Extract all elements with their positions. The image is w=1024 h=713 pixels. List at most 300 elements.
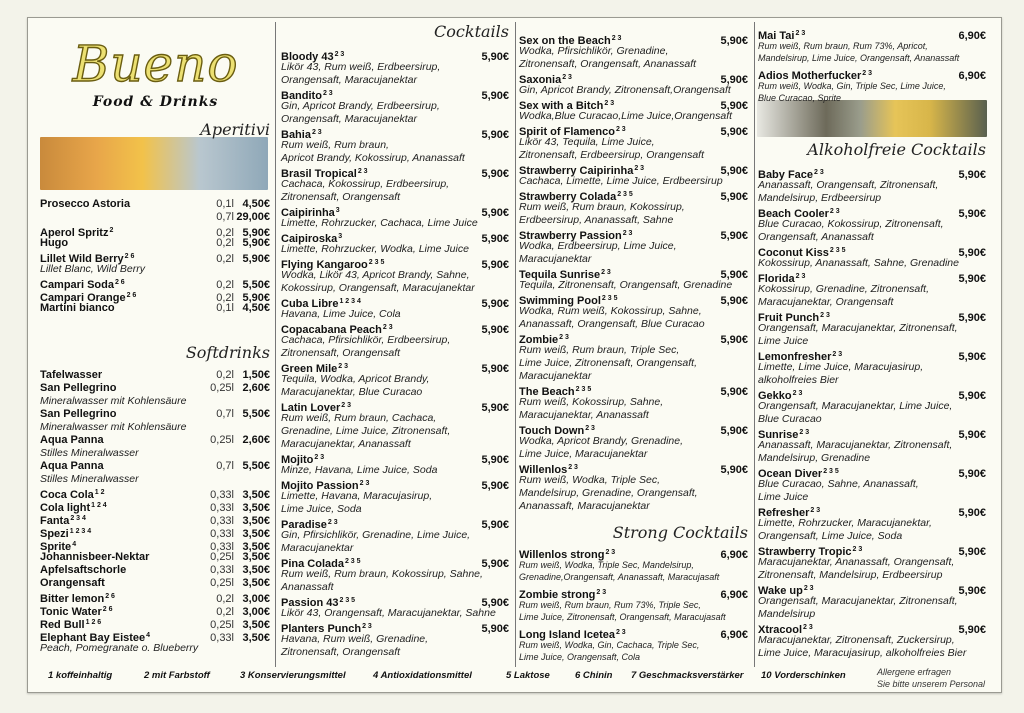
item-name xyxy=(40,302,204,315)
item-price: 5,90€ xyxy=(481,480,509,492)
item-name-text: Campari Orange xyxy=(40,292,126,304)
additive-codes: 4 xyxy=(146,632,151,639)
menu-item-row xyxy=(40,250,270,263)
item-name-text: Bloody 43 xyxy=(281,51,334,63)
item-volume: 0,2l xyxy=(216,237,234,249)
item-name-text: Sex with a Bitch xyxy=(519,100,604,112)
item-description: Tequila, Wodka, Apricot Brandy, xyxy=(281,373,430,385)
item-name-text: Beach Cooler xyxy=(758,208,829,220)
additive-codes: 2 3 xyxy=(622,230,633,237)
item-price: 3,50€ xyxy=(242,489,270,501)
item-description: Lime Juice xyxy=(758,335,809,347)
item-description: Maracujanektar, Ananassaft xyxy=(519,409,649,421)
item-description: Lillet Blanc, Wild Berry xyxy=(40,263,145,275)
item-description: Ananassaft, Maracujanektar, Zitronensaft, xyxy=(758,439,953,451)
item-description: Gin, Apricot Brandy, Zitronensaft,Orangensaft xyxy=(519,84,731,96)
additive-codes: 2 3 xyxy=(792,390,803,397)
menu-item xyxy=(519,461,748,513)
item-price: 3,50€ xyxy=(242,528,270,540)
item-name-text: Aqua Panna xyxy=(40,434,104,446)
item-name-text: Latin Lover xyxy=(281,402,341,414)
item-name-text: Strawberry Tropic xyxy=(758,546,852,558)
menu-item-row xyxy=(758,67,986,80)
menu-item xyxy=(519,626,748,663)
item-description: Mandelsirup, Lime Juice, Orangensaft, Ananassaft xyxy=(758,53,960,63)
item-price: 5,90€ xyxy=(720,35,748,47)
item-name xyxy=(40,237,204,250)
menu-item-row xyxy=(40,486,270,499)
item-name-text: San Pellegrino xyxy=(40,382,117,394)
item-name-text: Wake up xyxy=(758,585,803,597)
additive-codes: 2 3 4 xyxy=(70,515,86,522)
menu-item-row xyxy=(519,292,748,305)
menu-item-row xyxy=(519,626,748,639)
column-aperitivi-softdrinks xyxy=(40,120,270,655)
additive-codes: 2 6 xyxy=(105,593,115,600)
item-description: Grenadine,Orangensaft, Ananassaft, Maracujasaft xyxy=(519,572,720,582)
item-description: Maracujanektar xyxy=(519,370,592,382)
item-description: Orangensaft, Maracujanektar xyxy=(281,74,417,86)
item-name-text: Pina Colada xyxy=(281,558,344,570)
item-description: Wodka, Rum weiß, Kokossirup, Sahne, xyxy=(519,305,702,317)
item-description: Stilles Mineralwasser xyxy=(40,447,139,459)
menu-item xyxy=(758,387,986,426)
additive-codes: 2 3 xyxy=(322,90,333,97)
menu-item xyxy=(281,594,509,620)
menu-item-row xyxy=(758,582,986,595)
menu-item-row xyxy=(519,123,748,136)
menu-item-row xyxy=(40,369,270,382)
item-description: Rum weiß, Rum braun, Rum 73%, Apricot, xyxy=(758,41,928,51)
item-name xyxy=(40,434,204,447)
menu-item xyxy=(40,551,270,564)
additive-codes: 2 3 xyxy=(568,464,578,471)
item-name-text: Sex on the Beach xyxy=(519,35,611,47)
menu-item xyxy=(519,123,748,162)
item-name-text: Adios Motherfucker xyxy=(758,70,862,82)
item-price: 3,00€ xyxy=(242,606,270,618)
additive-codes: 2 3 xyxy=(615,629,626,636)
menu-item xyxy=(281,399,509,451)
menu-item xyxy=(519,71,748,97)
item-description: Blue Curacao, Kokossirup, Zitronensaft, xyxy=(758,218,944,230)
brand-subtitle: Food & Drinks xyxy=(92,94,219,110)
item-description: Wodka, Apricot Brandy, Grenadine, xyxy=(519,435,683,447)
menu-item-row xyxy=(40,302,270,315)
item-name-text: Refresher xyxy=(758,507,810,519)
item-description: Rum weiß, Wodka, Triple Sec, Mandelsirup, xyxy=(519,560,694,570)
additive-codes: 2 3 xyxy=(357,168,368,175)
item-name-text: Campari Soda xyxy=(40,279,114,291)
menu-item-row xyxy=(40,408,270,421)
item-price: 5,50€ xyxy=(242,408,270,420)
item-volume: 0,33l xyxy=(210,632,234,644)
menu-item-row xyxy=(519,32,748,45)
menu-item xyxy=(281,620,509,659)
item-price: 5,90€ xyxy=(481,207,509,219)
menu-item-row xyxy=(281,126,509,139)
menu-item xyxy=(40,211,270,224)
item-volume: 0,7l xyxy=(216,408,234,420)
item-name-text: Lillet Wild Berry xyxy=(40,253,124,265)
menu-item xyxy=(281,230,509,256)
item-price: 5,90€ xyxy=(958,208,986,220)
item-price: 5,90€ xyxy=(958,169,986,181)
additive-codes: 2 3 xyxy=(311,129,322,136)
menu-item xyxy=(519,266,748,292)
menu-item-row xyxy=(281,321,509,334)
menu-item-row xyxy=(758,621,986,634)
item-price: 5,90€ xyxy=(720,100,748,112)
section-heading: Alkoholfreie Cocktails xyxy=(807,140,986,159)
item-name-text: Mojito Passion xyxy=(281,480,359,492)
additive-codes: 2 3 xyxy=(596,589,607,596)
item-description: Wodka, Pfirsichlikör, Grenadine, xyxy=(519,45,669,57)
item-volume: 0,33l xyxy=(210,541,234,553)
item-description: Maracujanektar, Zitronensaft, Zuckersirup, xyxy=(758,634,955,646)
item-price: 5,90€ xyxy=(481,259,509,271)
menu-item-row xyxy=(758,387,986,400)
item-price: 5,90€ xyxy=(720,74,748,86)
item-name-text: Martini bianco xyxy=(40,302,115,314)
menu-item-row xyxy=(758,465,986,478)
item-price: 5,90€ xyxy=(958,247,986,259)
menu-item xyxy=(40,590,270,603)
menu-item xyxy=(281,516,509,555)
item-description: Likör 43, Orangensaft, Maracujanektar, Sahne xyxy=(281,607,496,619)
item-name xyxy=(40,564,204,577)
item-description: Mandelsirup, Grenadine, Orangensaft, xyxy=(519,487,698,499)
item-price: 2,60€ xyxy=(242,382,270,394)
item-name-text: Swimming Pool xyxy=(519,295,601,307)
item-price: 5,50€ xyxy=(242,279,270,291)
item-description: Apricot Brandy, Kokossirup, Ananassaft xyxy=(281,152,465,164)
item-name-text: Mojito xyxy=(281,454,314,466)
item-name-text: Long Island Icetea xyxy=(519,629,615,641)
menu-item-row xyxy=(40,590,270,603)
menu-item xyxy=(281,321,509,360)
menu-item xyxy=(40,434,270,460)
additive-codes: 2 3 xyxy=(327,519,338,526)
menu-item-row xyxy=(281,477,509,490)
item-volume: 0,33l xyxy=(210,515,234,527)
menu-item-row xyxy=(281,360,509,373)
item-price: 3,00€ xyxy=(242,593,270,605)
item-name xyxy=(40,551,204,564)
menu-item-row xyxy=(40,198,270,211)
menu-section xyxy=(758,27,986,104)
item-volume: 0,33l xyxy=(210,489,234,501)
menu-item xyxy=(519,586,748,623)
item-price: 5,90€ xyxy=(958,312,986,324)
additive-codes: 2 3 xyxy=(334,51,345,58)
menu-item xyxy=(40,250,270,276)
item-volume: 0,25l xyxy=(210,619,234,631)
item-description: Rum weiß, Rum braun, Cachaca, xyxy=(281,412,437,424)
additive-codes: 2 3 xyxy=(799,429,810,436)
item-name-text: Fanta xyxy=(40,515,70,527)
menu-item-row xyxy=(758,205,986,218)
menu-item-row xyxy=(519,97,748,110)
menu-item xyxy=(519,97,748,123)
column-cocktails xyxy=(281,22,509,659)
menu-item-row xyxy=(758,543,986,556)
item-description: Mandelsirup, Grenadine xyxy=(758,452,871,464)
item-price: 5,90€ xyxy=(720,269,748,281)
allergen-note-line: Sie bitte unserem Personal xyxy=(877,679,986,689)
item-name-text: Lemonfresher xyxy=(758,351,832,363)
item-description: Ananassaft, Maracujanektar xyxy=(519,500,650,512)
additive-codes: 2 3 5 xyxy=(617,191,633,198)
additive-codes: 2 3 xyxy=(314,454,325,461)
item-price: 5,90€ xyxy=(481,402,509,414)
item-volume: 0,2l xyxy=(216,253,234,265)
item-price: 5,90€ xyxy=(242,292,270,304)
menu-item-row xyxy=(519,461,748,474)
menu-item xyxy=(281,256,509,295)
column-divider xyxy=(275,22,276,667)
item-description: Limette, Havana, Maracujasirup, xyxy=(281,490,433,502)
item-description: Zitronensaft, Erdbeersirup, Orangensaft xyxy=(519,149,705,161)
item-volume: 0,25l xyxy=(210,434,234,446)
item-name-text: Copacabana Peach xyxy=(281,324,382,336)
additive-codes: 2 3 5 xyxy=(829,247,846,254)
item-price: 5,90€ xyxy=(720,295,748,307)
item-description: Tequila, Zitronensaft, Orangensaft, Grenadine xyxy=(519,279,733,291)
section-heading: Cocktails xyxy=(434,22,509,41)
item-volume: 0,7l xyxy=(216,211,234,223)
item-description: Mandelsirup xyxy=(758,608,816,620)
item-price: 3,50€ xyxy=(242,564,270,576)
item-price: 6,90€ xyxy=(958,30,986,42)
menu-item-row xyxy=(519,266,748,279)
item-description: Cachaca, Kokossirup, Erdbeersirup, xyxy=(281,178,450,190)
item-description: Rum weiß, Wodka, Gin, Triple Sec, Lime Juice, xyxy=(758,81,946,91)
menu-item xyxy=(281,165,509,204)
item-name-text: Ocean Diver xyxy=(758,468,823,480)
additive-codes: 2 3 xyxy=(810,507,821,514)
menu-item-row xyxy=(519,227,748,240)
item-volume: 0,2l xyxy=(216,227,234,239)
item-description: Gin, Apricot Brandy, Erdbeersirup, xyxy=(281,100,440,112)
item-name xyxy=(40,198,204,211)
brand-name: Bueno xyxy=(72,35,239,93)
item-description: Orangensaft, Maracujanektar, Lime Juice, xyxy=(758,400,953,412)
menu-item-row xyxy=(519,162,748,175)
item-price: 5,90€ xyxy=(958,468,986,480)
legend-item: 1 koffeinhaltig xyxy=(48,670,113,681)
item-description: Rum weiß, Kokossirup, Sahne, xyxy=(519,396,664,408)
additive-codes: 2 3 xyxy=(362,623,372,630)
item-description: Likör 43, Rum weiß, Erdbeersirup, xyxy=(281,61,441,73)
item-description: Lime Juice, Soda xyxy=(281,503,362,515)
additive-codes: 3 xyxy=(335,207,340,214)
additive-codes: 4 xyxy=(72,541,77,548)
item-volume: 0,1l xyxy=(216,198,234,210)
menu-item-row xyxy=(40,551,270,564)
additive-codes: 2 3 xyxy=(795,273,806,280)
item-description: Zitronensaft, Orangensaft, Ananassaft xyxy=(519,58,697,70)
item-price: 5,50€ xyxy=(242,460,270,472)
additive-codes: 2 3 xyxy=(585,425,595,432)
additive-codes: 2 3 xyxy=(611,35,622,42)
menu-item-row xyxy=(758,309,986,322)
menu-item xyxy=(40,564,270,577)
item-name-text: Sprite xyxy=(40,541,72,553)
menu-item xyxy=(281,360,509,399)
item-volume: 0,2l xyxy=(216,292,234,304)
item-name-text: Cuba Libre xyxy=(281,298,339,310)
menu-item-row xyxy=(519,188,748,201)
menu-item xyxy=(758,166,986,205)
menu-item-row xyxy=(519,422,748,435)
additive-codes: 2 3 xyxy=(562,74,572,81)
menu-item-row xyxy=(519,546,748,559)
legend-item: 3 Konservierungsmittel xyxy=(240,670,346,681)
item-description: Mineralwasser mit Kohlensäure xyxy=(40,395,187,407)
item-name-text: Passion 43 xyxy=(281,597,339,609)
column-divider xyxy=(754,22,755,667)
item-description: Orangensaft, Maracujanektar, Zitronensaft, xyxy=(758,595,958,607)
additive-codes: 2 3 xyxy=(382,324,393,331)
item-description: Kokossirup, Ananassaft, Sahne, Grenadine xyxy=(758,257,959,269)
item-description: Mineralwasser mit Kohlensäure xyxy=(40,421,187,433)
item-volume: 0,2l xyxy=(216,369,234,381)
item-description: Maracujanektar, Ananassaft, Orangensaft, xyxy=(758,556,955,568)
item-price: 5,90€ xyxy=(958,507,986,519)
item-description: Rum weiß, Rum braun, Triple Sec, xyxy=(519,344,680,356)
item-price: 5,90€ xyxy=(481,298,509,310)
menu-section xyxy=(281,22,509,659)
column-divider xyxy=(515,22,516,667)
menu-item-row xyxy=(40,211,270,224)
item-name-text: Caipiroska xyxy=(281,233,338,245)
item-description: Zitronensaft, Mandelsirup, Erdbeersirup xyxy=(758,569,943,581)
additive-codes: 2 3 xyxy=(338,363,348,370)
additive-codes: 2 6 xyxy=(114,279,125,286)
additive-codes: 1 2 6 xyxy=(85,619,102,626)
legend-item: 10 Vorderschinken xyxy=(761,670,846,681)
additive-codes: 2 6 xyxy=(102,606,113,613)
item-name xyxy=(40,408,204,421)
menu-item-row xyxy=(281,204,509,217)
item-price: 5,90€ xyxy=(958,351,986,363)
additive-codes: 2 3 xyxy=(820,312,830,319)
item-name-text: Tafelwasser xyxy=(40,369,103,381)
item-volume: 0,1l xyxy=(216,302,234,314)
menu-item xyxy=(40,408,270,434)
item-description: Maracujanektar, Ananassaft xyxy=(281,438,411,450)
menu-item-row xyxy=(758,504,986,517)
item-price: 5,90€ xyxy=(958,273,986,285)
menu-item xyxy=(281,295,509,321)
item-name-text: Fruit Punch xyxy=(758,312,820,324)
item-price: 5,90€ xyxy=(958,546,986,558)
additive-codes: 3 xyxy=(338,233,343,240)
item-description: Limette, Rohrzucker, Maracujanektar, xyxy=(758,517,932,529)
item-description: Limette, Lime Juice, Maracujasirup, xyxy=(758,361,924,373)
menu-item-row xyxy=(40,564,270,577)
item-volume: 0,2l xyxy=(216,606,234,618)
item-price: 5,90€ xyxy=(481,623,509,635)
item-name-text: Strawberry Caipirinha xyxy=(519,165,634,177)
item-price: 5,90€ xyxy=(720,191,748,203)
item-name xyxy=(40,460,204,473)
additive-codes: 2 6 xyxy=(124,253,135,260)
item-price: 5,90€ xyxy=(242,227,270,239)
menu-item-row xyxy=(519,586,748,599)
item-price: 5,90€ xyxy=(481,90,509,102)
menu-item-row xyxy=(281,295,509,308)
item-price: 3,50€ xyxy=(242,541,270,553)
item-price: 5,90€ xyxy=(481,363,509,375)
item-name-text: Cola light xyxy=(40,502,91,514)
item-description: Maracujanektar xyxy=(519,253,592,265)
item-name-text: Willenlos strong xyxy=(519,549,605,561)
item-price: 4,50€ xyxy=(242,302,270,314)
item-name-text: Gekko xyxy=(758,390,792,402)
menu-item xyxy=(758,244,986,270)
item-name-text: Green Mile xyxy=(281,363,338,375)
item-price: 6,90€ xyxy=(720,549,748,561)
item-name xyxy=(40,382,204,395)
item-price: 5,90€ xyxy=(720,230,748,242)
additive-codes: 2 3 xyxy=(359,480,370,487)
legend-item: 5 Laktose xyxy=(506,670,550,681)
menu-item-row xyxy=(758,166,986,179)
item-description: Maracujanektar, Blue Curacao xyxy=(281,386,423,398)
menu-item xyxy=(40,382,270,408)
item-description: Blue Curacao, Sahne, Ananassaft, xyxy=(758,478,919,490)
item-description: Limette, Rohrzucker, Cachaca, Lime Juice xyxy=(281,217,478,229)
additive-codes: 2 3 xyxy=(341,402,352,409)
item-name-text: San Pellegrino xyxy=(40,408,117,420)
item-name-text: Florida xyxy=(758,273,795,285)
menu-item xyxy=(519,292,748,331)
item-description: Likör 43, Tequila, Lime Juice, xyxy=(519,136,655,148)
item-name-text: Bitter lemon xyxy=(40,593,105,605)
item-volume: 0,33l xyxy=(210,502,234,514)
item-name-text: Strawberry Colada xyxy=(519,191,617,203)
menu-item-row xyxy=(40,276,270,289)
item-description: Lime Juice xyxy=(758,491,809,503)
menu-item-row xyxy=(40,460,270,473)
item-name-text: Zombie xyxy=(519,334,559,346)
menu-item-row xyxy=(758,348,986,361)
brand-logo xyxy=(48,36,263,110)
menu-item-row xyxy=(281,620,509,633)
item-name-text: Xtracool xyxy=(758,624,803,636)
item-name-text: Aperol Spritz xyxy=(40,227,109,239)
menu-item-row xyxy=(758,270,986,283)
item-name-text: Hugo xyxy=(40,237,69,249)
additive-codes: 1 2 3 4 xyxy=(69,528,92,535)
item-description: Ananassaft, Orangensaft, Blue Curacao xyxy=(519,318,705,330)
item-price: 3,50€ xyxy=(242,515,270,527)
additive-codes: 2 3 xyxy=(615,126,626,133)
item-description: Havana, Rum weiß, Grenadine, xyxy=(281,633,429,645)
item-description: Grenadine, Lime Juice, Zitronensaft, xyxy=(281,425,451,437)
additive-codes: 2 3 xyxy=(559,334,569,341)
additive-codes: 2 3 xyxy=(832,351,843,358)
menu-item-row xyxy=(519,383,748,396)
section-heading: Aperitivi xyxy=(200,120,270,139)
menu-item-row xyxy=(758,27,986,40)
item-price: 5,90€ xyxy=(720,165,748,177)
item-description: Havana, Lime Juice, Cola xyxy=(281,308,401,320)
menu-item-row xyxy=(281,399,509,412)
item-price: 5,90€ xyxy=(720,334,748,346)
